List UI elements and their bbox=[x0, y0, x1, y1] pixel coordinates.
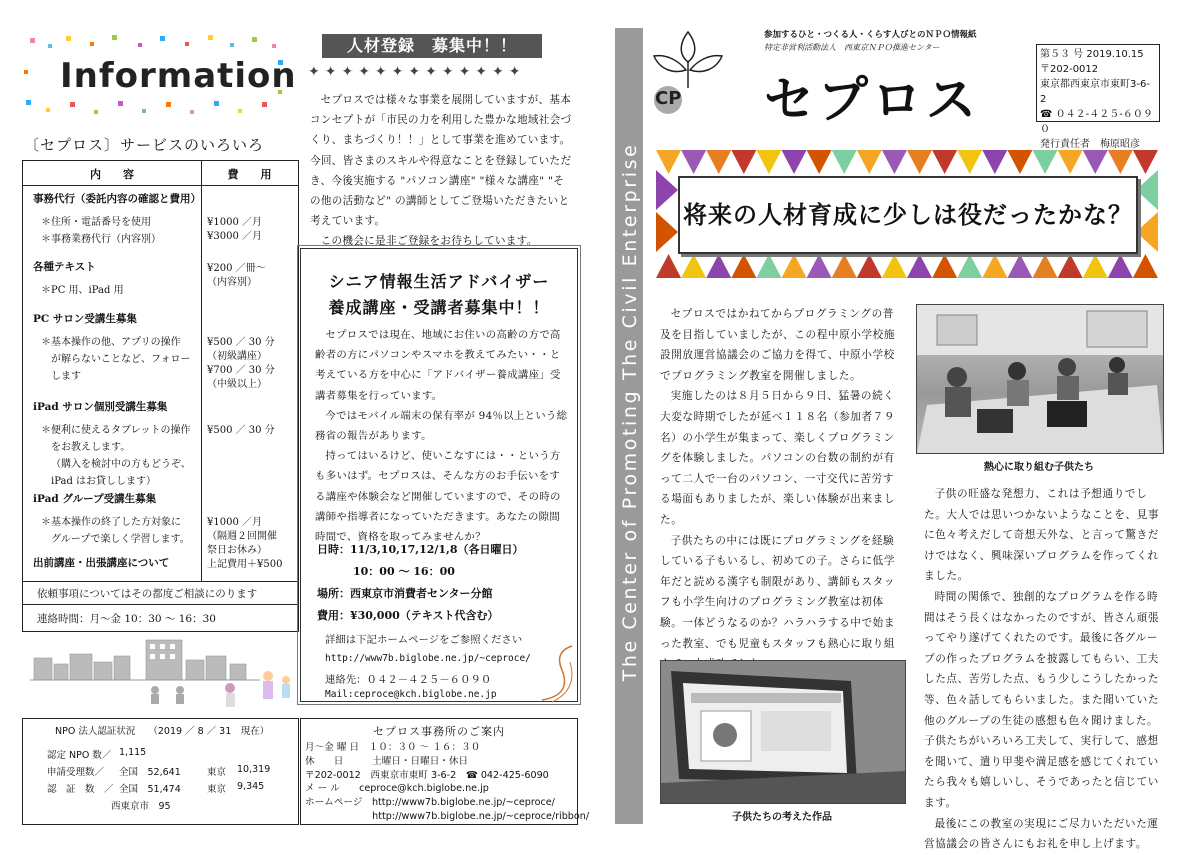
recruit-title: 人材登録 募集中！！ bbox=[346, 36, 517, 55]
information-banner bbox=[20, 30, 297, 120]
service-item: （購入を検討中の方もどうぞ、 bbox=[51, 459, 191, 470]
logo-letters: CP bbox=[655, 88, 682, 109]
headline: 将来の人材育成に少しは役だったかな？ bbox=[683, 200, 1133, 229]
advisor-box bbox=[300, 248, 578, 702]
service-section-title: 出前講座・出張講座について bbox=[33, 557, 170, 569]
service-fee: 祭日お休み） bbox=[207, 545, 267, 556]
phone: ☎ ０４２-４２５-６０９０ bbox=[1040, 109, 1153, 135]
recruit-paragraph: セプロスでは様々な事業を展開していますが、基本コンセプトが「市民の力を利用した豊かな地域社会づくり、まちづくり！！」として事業を進めています。今回、皆さまのスキルや得意なことを登録していただき、今後実施する "パソコン講座" "様々な講座" "その他の活動など" の講師としてご登場いただきたいと考えています。 bbox=[310, 94, 572, 228]
service-section-title: 各種テキスト bbox=[33, 261, 96, 273]
service-section-title: PC サロン受講生募集 bbox=[33, 313, 137, 325]
services-table bbox=[22, 160, 299, 632]
article-paragraph: 実施したのは８月５日から９日、猛暑の続く大変な時期でしたが延べ１１８名（参加者７９名）の小学生が集まって、楽しくプログラミングを体験しました。パソコンの台数の制約が有って二人で一台のパソコン、一寸交代に苦労する場面もありましたが、楽しい体験が出来ました。 bbox=[660, 390, 896, 526]
headline-box bbox=[678, 176, 1138, 254]
advisor-mail[interactable]: Mail:ceproce@kch.biglobe.ne.jp bbox=[325, 689, 497, 700]
advisor-fee: 費用：¥30,000（テキスト代含む） bbox=[317, 609, 499, 622]
advisor-schedule: 日時：11/3,10,17,12/1,8（各日曜日） bbox=[317, 543, 524, 556]
postal-code: 〒202-0012 bbox=[1040, 64, 1099, 75]
service-item: します bbox=[51, 371, 81, 382]
service-fee: ¥3000 ／月 bbox=[207, 231, 262, 242]
article-paragraph: 子供の旺盛な発想力、これは予想通りでした。大人では思いつかないようなことを、見事に色々考えだして奇想天外な、と言って驚きだけではなく、興味深いプログラムを作ってくれました。 bbox=[924, 488, 1160, 583]
service-item: ＊基本操作の終了した方対象に bbox=[41, 517, 181, 528]
service-fee: 上記費用＋¥500 bbox=[207, 559, 283, 570]
table-header-content: 内 容 bbox=[90, 168, 134, 181]
npo-status-label: 認定 NPO 数／ bbox=[47, 750, 112, 761]
vertical-band-text: The Center of Promoting The Civil Enterprise bbox=[619, 142, 641, 682]
service-fee: （中級以上） bbox=[207, 379, 267, 390]
table-header-fee: 費 用 bbox=[227, 168, 272, 181]
office-line: 休 日 土曜日・日曜日・休日 bbox=[305, 755, 469, 767]
service-item: ＊便利に使えるタブレットの操作 bbox=[41, 425, 191, 436]
advisor-details: 詳細は下記ホームページをご参照ください bbox=[325, 634, 523, 646]
service-fee: ¥700 ／ 30 分 bbox=[207, 365, 275, 376]
advisor-title-2: 養成講座・受講者募集中！！ bbox=[328, 298, 550, 317]
article-col2 bbox=[924, 484, 1162, 855]
advisor-time: 10：00 ～ 16：00 bbox=[353, 565, 455, 578]
office-line: 月～金 曜 日 １０：３０ ～ １６：３０ bbox=[305, 742, 481, 753]
article-paragraph: 時間の関係で、独創的なプログラムを作る時間はそう長くはなかったのですが、皆さん頑張ってやり遂げてくれたのです。最後に各グループの作ったプログラムを披露してもらい、工夫した点、苦労した点、もう少しこうしたかった等、色々話してもらいました。また聞いていた他のグループの生徒の感想も色々聞けました。子供たちがいろいろ工夫して、実行して、感想を聞いて、遣り甲斐や満足感を感じてくれていたら我々も嬉しいし、そうであったと信じています。 bbox=[924, 590, 1160, 809]
masthead-org: 特定非営利活動法人 西東京ＮＰＯ推進センター bbox=[764, 43, 940, 52]
service-fee: ¥1000 ／月 bbox=[207, 517, 262, 528]
office-box bbox=[300, 718, 590, 825]
npo-status-label: 認 証 数 ／ bbox=[47, 784, 114, 795]
headline-frame bbox=[656, 150, 1158, 278]
service-section-title: iPad グループ受講生募集 bbox=[33, 493, 157, 505]
service-item: ＊PC 用、iPad 用 bbox=[41, 285, 124, 296]
service-section-title: 事務代行（委託内容の確認と費用） bbox=[33, 193, 201, 205]
article-col1 bbox=[660, 304, 904, 695]
npo-status-value: 西東京市 95 bbox=[111, 801, 171, 812]
npo-status-box bbox=[22, 718, 299, 825]
service-item: をお教えします。 bbox=[51, 442, 131, 453]
npo-status-value: 全国 51,474 bbox=[119, 784, 181, 795]
masthead-tagline: 参加するひと・つくる人・くらす人びとのＮＰＯ情報紙 bbox=[764, 30, 977, 40]
swirl-decoration bbox=[532, 640, 582, 710]
service-fee: （隔週２回開催 bbox=[207, 531, 277, 542]
article-paragraph: 子供たちの中には既にプログラミングを経験している子もいるし、初めての子。さらに低学年だと読める漢字も制限があり、講師もスタッフも小学生向けのプログラミング教室は初体験。一体どうなるのか？ハラハラする中で始まった教室、でも児童もスタッフも熱心に取り組 bbox=[660, 534, 896, 650]
advisor-url[interactable]: http://www7b.biglobe.ne.jp/~ceproce/ bbox=[325, 653, 531, 664]
advisor-text bbox=[315, 325, 569, 547]
advisor-tel: 連絡先：０４２－４２５－６０９０ bbox=[325, 674, 492, 686]
npo-status-sub-value: 9,345 bbox=[237, 781, 265, 792]
service-item: ＊住所・電話番号を使用 bbox=[41, 217, 151, 228]
vertical-band bbox=[615, 28, 643, 824]
npo-status-value: 1,115 bbox=[119, 747, 147, 758]
advisor-paragraph: セプロスでは現在、地域にお住いの高齢の方で高齢者の方にパソコンやスマホを教えてみたい・・と考えている方を中心に「アドバイザー養成講座」受講者募集を行っています。 bbox=[315, 329, 561, 402]
advisor-paragraph: 持ってはいるけど、使いこなすには・・という方も多いはず。セプロスは、そんな方のお手伝いをする講座や体験会など開催していますので、その時の講師や指導者になっていただきます。あなたの隙間時間で、資格を取ってみませんか？ bbox=[315, 450, 561, 544]
classroom-photo bbox=[916, 304, 1164, 454]
publisher: 発行責任者 梅原昭彦 bbox=[1040, 139, 1140, 150]
issue-number: 第５３ 号 2019.10.15 bbox=[1040, 49, 1144, 60]
service-fee: ¥200 ／冊～ bbox=[207, 263, 266, 274]
recruit-text bbox=[310, 90, 572, 252]
service-section-title: iPad サロン個別受講生募集 bbox=[33, 401, 168, 413]
information-title: Information bbox=[60, 56, 297, 96]
issue-box bbox=[1036, 44, 1160, 150]
advisor-title-1: シニア情報生活アドバイザー bbox=[328, 272, 550, 291]
office-title: セプロス事務所のご案内 bbox=[373, 725, 505, 738]
npo-status-title: NPO 法人認証状況 bbox=[55, 726, 136, 737]
service-fee: （内容別） bbox=[207, 277, 257, 288]
office-lines bbox=[305, 741, 589, 824]
service-fee: （初級講座） bbox=[207, 351, 267, 362]
npo-status-sub-label: 東京 bbox=[207, 767, 227, 778]
masthead-name: セプロス bbox=[764, 71, 980, 129]
service-item: ＊事務業務代行（内容別） bbox=[41, 234, 161, 245]
star-row: ✦✦✦✦✦✦✦✦✦✦✦✦✦ bbox=[308, 64, 526, 80]
address: 東京都西東京市東町3-6-2 bbox=[1040, 79, 1150, 105]
service-fee: ¥1000 ／月 bbox=[207, 217, 262, 228]
service-fee: ¥500 ／ 30 分 bbox=[207, 337, 275, 348]
advisor-place: 場所：西東京市消費者センター分館 bbox=[317, 587, 493, 600]
service-fee: ¥500 ／ 30 分 bbox=[207, 425, 275, 436]
contact-hours: 連絡時間：月～金 10：30 ～ 16：30 bbox=[37, 613, 216, 625]
npo-status-sub-value: 10,319 bbox=[237, 764, 271, 775]
service-item: iPad はお貸しします） bbox=[51, 476, 157, 487]
office-line[interactable]: http://www7b.biglobe.ne.jp/~ceproce/ribbon/ bbox=[305, 810, 590, 822]
service-item: ＊基本操作の他、アプリの操作 bbox=[41, 337, 181, 348]
consult-note: 依頼事項についてはその都度ご相談にのります bbox=[37, 588, 258, 600]
npo-status-label: 申請受理数／ bbox=[47, 767, 105, 778]
recruit-title-box bbox=[322, 34, 542, 58]
npo-status-date: （2019 ／ 8 ／ 31 現在） bbox=[148, 726, 270, 737]
npo-status-sub-label: 東京 bbox=[207, 784, 227, 795]
office-line: 〒202-0012 西東京市東町 3-6-2 ☎ 042-425-6090 bbox=[305, 769, 549, 781]
services-heading: 〔セプロス〕サービスのいろいろ bbox=[24, 136, 265, 154]
advisor-paragraph: 今ではモバイル端末の保有率が 94％以上という総務省の報告があります。 bbox=[315, 409, 568, 443]
office-line[interactable]: メ ー ル ceproce@kch.biglobe.ne.jp bbox=[305, 783, 489, 795]
service-item: グループで楽しく学習します。 bbox=[51, 534, 190, 545]
photo-caption-1: 熱心に取り組む子供たち bbox=[984, 462, 1094, 473]
office-line[interactable]: ホームページ http://www7b.biglobe.ne.jp/~ceproce/ bbox=[305, 797, 555, 809]
photo-caption-2: 子供たちの考えた作品 bbox=[732, 812, 832, 823]
article-paragraph: 最後にこの教室の実現にご尽力いただいた運営協議会の皆さんにもお礼を申し上げます。 bbox=[924, 817, 1159, 851]
service-item: が解らないことなど、フォロー bbox=[51, 354, 191, 365]
town-illustration bbox=[30, 634, 300, 710]
recruit-paragraph: この機会に是非ご登録をお待ちしています。 bbox=[320, 235, 538, 248]
article-paragraph: セプロスではかねてからプログラミングの普及を目指していましたが、この程中原小学校施設開放運営協議会のご協力を得て、中原小学校でプログラミング教室を開催しました。 bbox=[660, 308, 896, 382]
npo-status-value: 全国 52,641 bbox=[119, 767, 181, 778]
program-photo bbox=[660, 660, 906, 804]
